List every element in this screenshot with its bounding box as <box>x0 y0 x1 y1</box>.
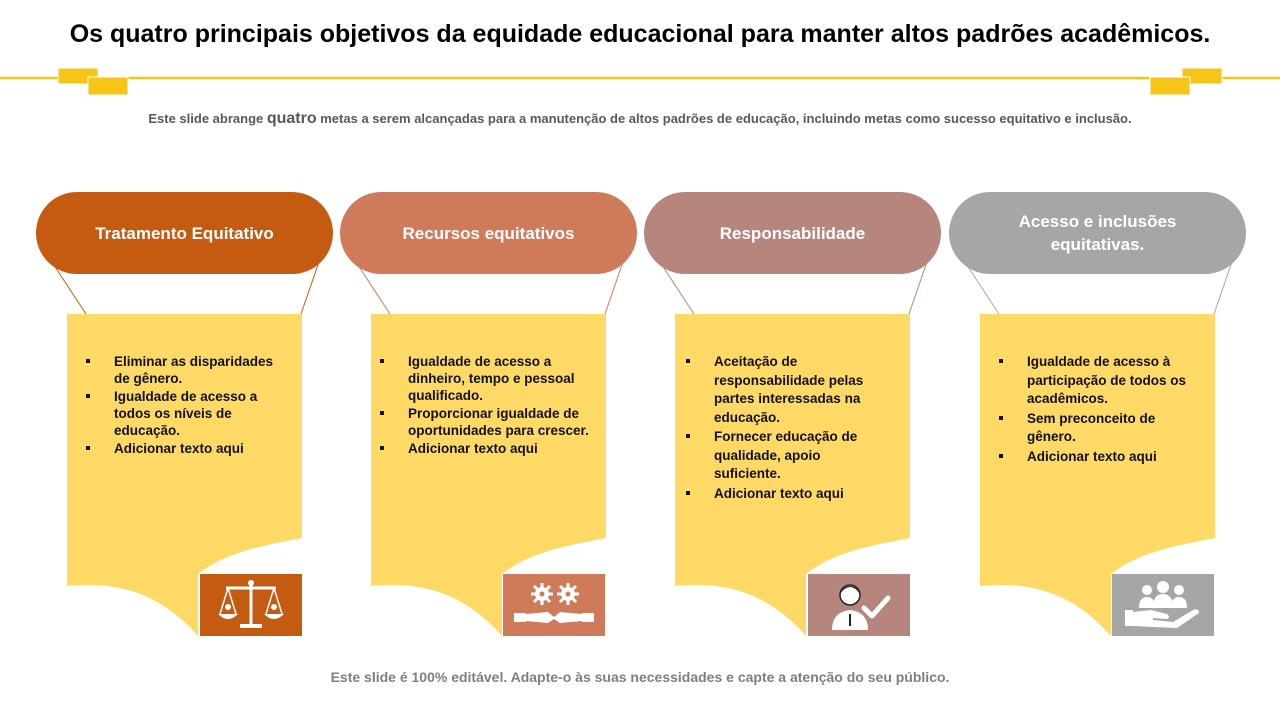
slide-footer: Este slide é 100% editável. Adapte-o às suas necessidades e capte a atenção do seu público. <box>330 669 950 685</box>
slide-title: Os quatro principais objetivos da equidade educacional para manter altos padrões acadêmicos. <box>69 20 1211 48</box>
balance-scale-icon <box>216 578 286 632</box>
goal-card-equitable-resources <box>340 190 640 640</box>
list-item: Adicionar texto aqui <box>84 440 289 457</box>
list-item: Adicionar texto aqui <box>997 448 1197 467</box>
icon-tile <box>503 574 605 636</box>
card-heading: Responsabilidade <box>644 192 941 274</box>
subtitle-text-start: Este slide abrange <box>148 111 267 126</box>
list-item: Igualdade de acesso a todos os níveis de educação. <box>84 388 289 439</box>
icon-tile <box>200 574 302 636</box>
list-item: Sem preconceito de gênero. <box>997 410 1197 447</box>
card-bullet-list <box>378 353 603 458</box>
card-bullet-list <box>84 353 289 458</box>
group-in-hand-icon <box>1123 580 1203 630</box>
goal-card-accountability <box>644 190 944 640</box>
goal-card-access-inclusion <box>949 190 1249 640</box>
card-heading: Acesso e inclusões equitativas. <box>949 192 1246 274</box>
card-heading: Recursos equitativos <box>340 192 637 274</box>
list-item: Proporcionar igualdade de oportunidades para crescer. <box>378 405 603 439</box>
slide-subtitle <box>0 110 1280 128</box>
title-divider <box>0 62 1280 102</box>
list-item: Fornecer educação de qualidade, apoio suficiente. <box>684 428 884 484</box>
icon-tile <box>808 574 910 636</box>
list-item: Igualdade de acesso a dinheiro, tempo e pessoal qualificado. <box>378 353 603 404</box>
subtitle-emphasis: quatro <box>266 110 317 127</box>
subtitle-text-end: metas a serem alcançadas para a manutenção de altos padrões de educação, incluindo metas como sucesso equitativo e inclusão. <box>316 111 1132 126</box>
card-heading: Tratamento Equitativo <box>36 192 333 274</box>
person-checkmark-icon <box>824 578 894 632</box>
icon-tile <box>1112 574 1214 636</box>
goal-card-equitable-treatment <box>36 190 336 640</box>
list-item: Eliminar as disparidades de gênero. <box>84 353 289 387</box>
card-bullet-list <box>997 353 1197 467</box>
gears-handshake-icon <box>512 580 596 630</box>
card-bullet-list <box>684 353 884 504</box>
list-item: Igualdade de acesso à participação de todos os acadêmicos. <box>997 353 1197 409</box>
list-item: Adicionar texto aqui <box>684 485 884 504</box>
list-item: Aceitação de responsabilidade pelas partes interessadas na educação. <box>684 353 884 427</box>
list-item: Adicionar texto aqui <box>378 440 603 457</box>
